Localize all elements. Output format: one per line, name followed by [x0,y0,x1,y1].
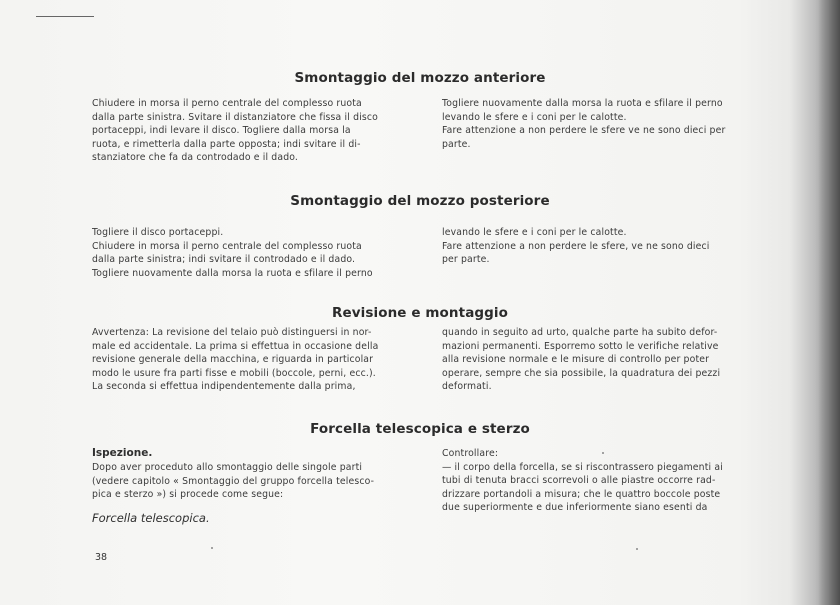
inspection-subheading: Ispezione. [92,447,153,459]
scan-speck [602,452,604,454]
fork-left-text: Dopo aver proceduto allo smontaggio delle singole parti (vedere capitolo « Smontaggio del gruppo forcella telesco- pica e sterzo ») si procede come segue: [92,462,375,501]
section-heading-telescopic-fork: Forcella telescopica e sterzo [310,421,530,437]
scan-speck [636,548,638,550]
front-hub-left-text: Chiudere in morsa il perno centrale del complesso ruota dalla parte sinistra. Svitare il distanziatore che fissa il disco portaceppi, indi levare il disco. Togliere dalla morsa la ruota, e rimetterla dalla parte opposta; indi svitare il di- stanziatore che fa da controdado e il dado. [92,98,378,164]
revision-right-text: quando in seguito ad urto, qualche parte ha subito defor- mazioni permanenti. Esporremo sotto le verifiche relative alla revisione normale e le misure di controllo per poter operare, sempre che sia possibile, la quadratura dei pezzi deformati. [442,327,721,393]
telescopic-fork-subtitle: Forcella telescopica. [92,511,210,525]
top-rule [36,16,94,17]
page-number: 38 [95,552,108,563]
rear-hub-right-text: levando le sfere e i coni per le calotte. Fare attenzione a non perdere le sfere, ve ne sono dieci per parte. [442,227,710,266]
section-heading-rear-hub: Smontaggio del mozzo posteriore [290,193,550,209]
section-heading-revision: Revisione e montaggio [331,305,509,321]
rear-hub-left-text: Togliere il disco portaceppi. Chiudere in morsa il perno centrale del complesso ruota dalla parte sinistra; indi svitare il controdado e il dado. Togliere nuovamente dalla morsa la ruota e sfilare il perno [92,227,373,279]
section-heading-front-hub: Smontaggio del mozzo anteriore [294,70,546,86]
scan-speck [211,547,213,549]
revision-left-text: Avvertenza: La revisione del telaio può distinguersi in nor- male ed accidentale. La prima si effettua in occasione della revisione generale della macchina, e riguarda in particolar modo le usure fra parti fisse e mobili (boccole, perni, ecc.). La seconda si effettua indipendentemente dalla prima, [92,327,379,393]
front-hub-right-text: Togliere nuovamente dalla morsa la ruota e sfilare il perno levando le sfere e i coni per le calotte. Fare attenzione a non perdere le sfere ve ne sono dieci per parte. [442,98,726,150]
page-shadow-edge [818,0,840,605]
fork-right-text: Controllare: — il corpo della forcella, se si riscontrassero piegamenti ai tubi di tenuta bracci scorrevoli o alle piastre occorre rad- drizzare portandoli a misura; che le quattro boccole poste due superiormente e due inferiormente siano esenti da [442,448,723,514]
